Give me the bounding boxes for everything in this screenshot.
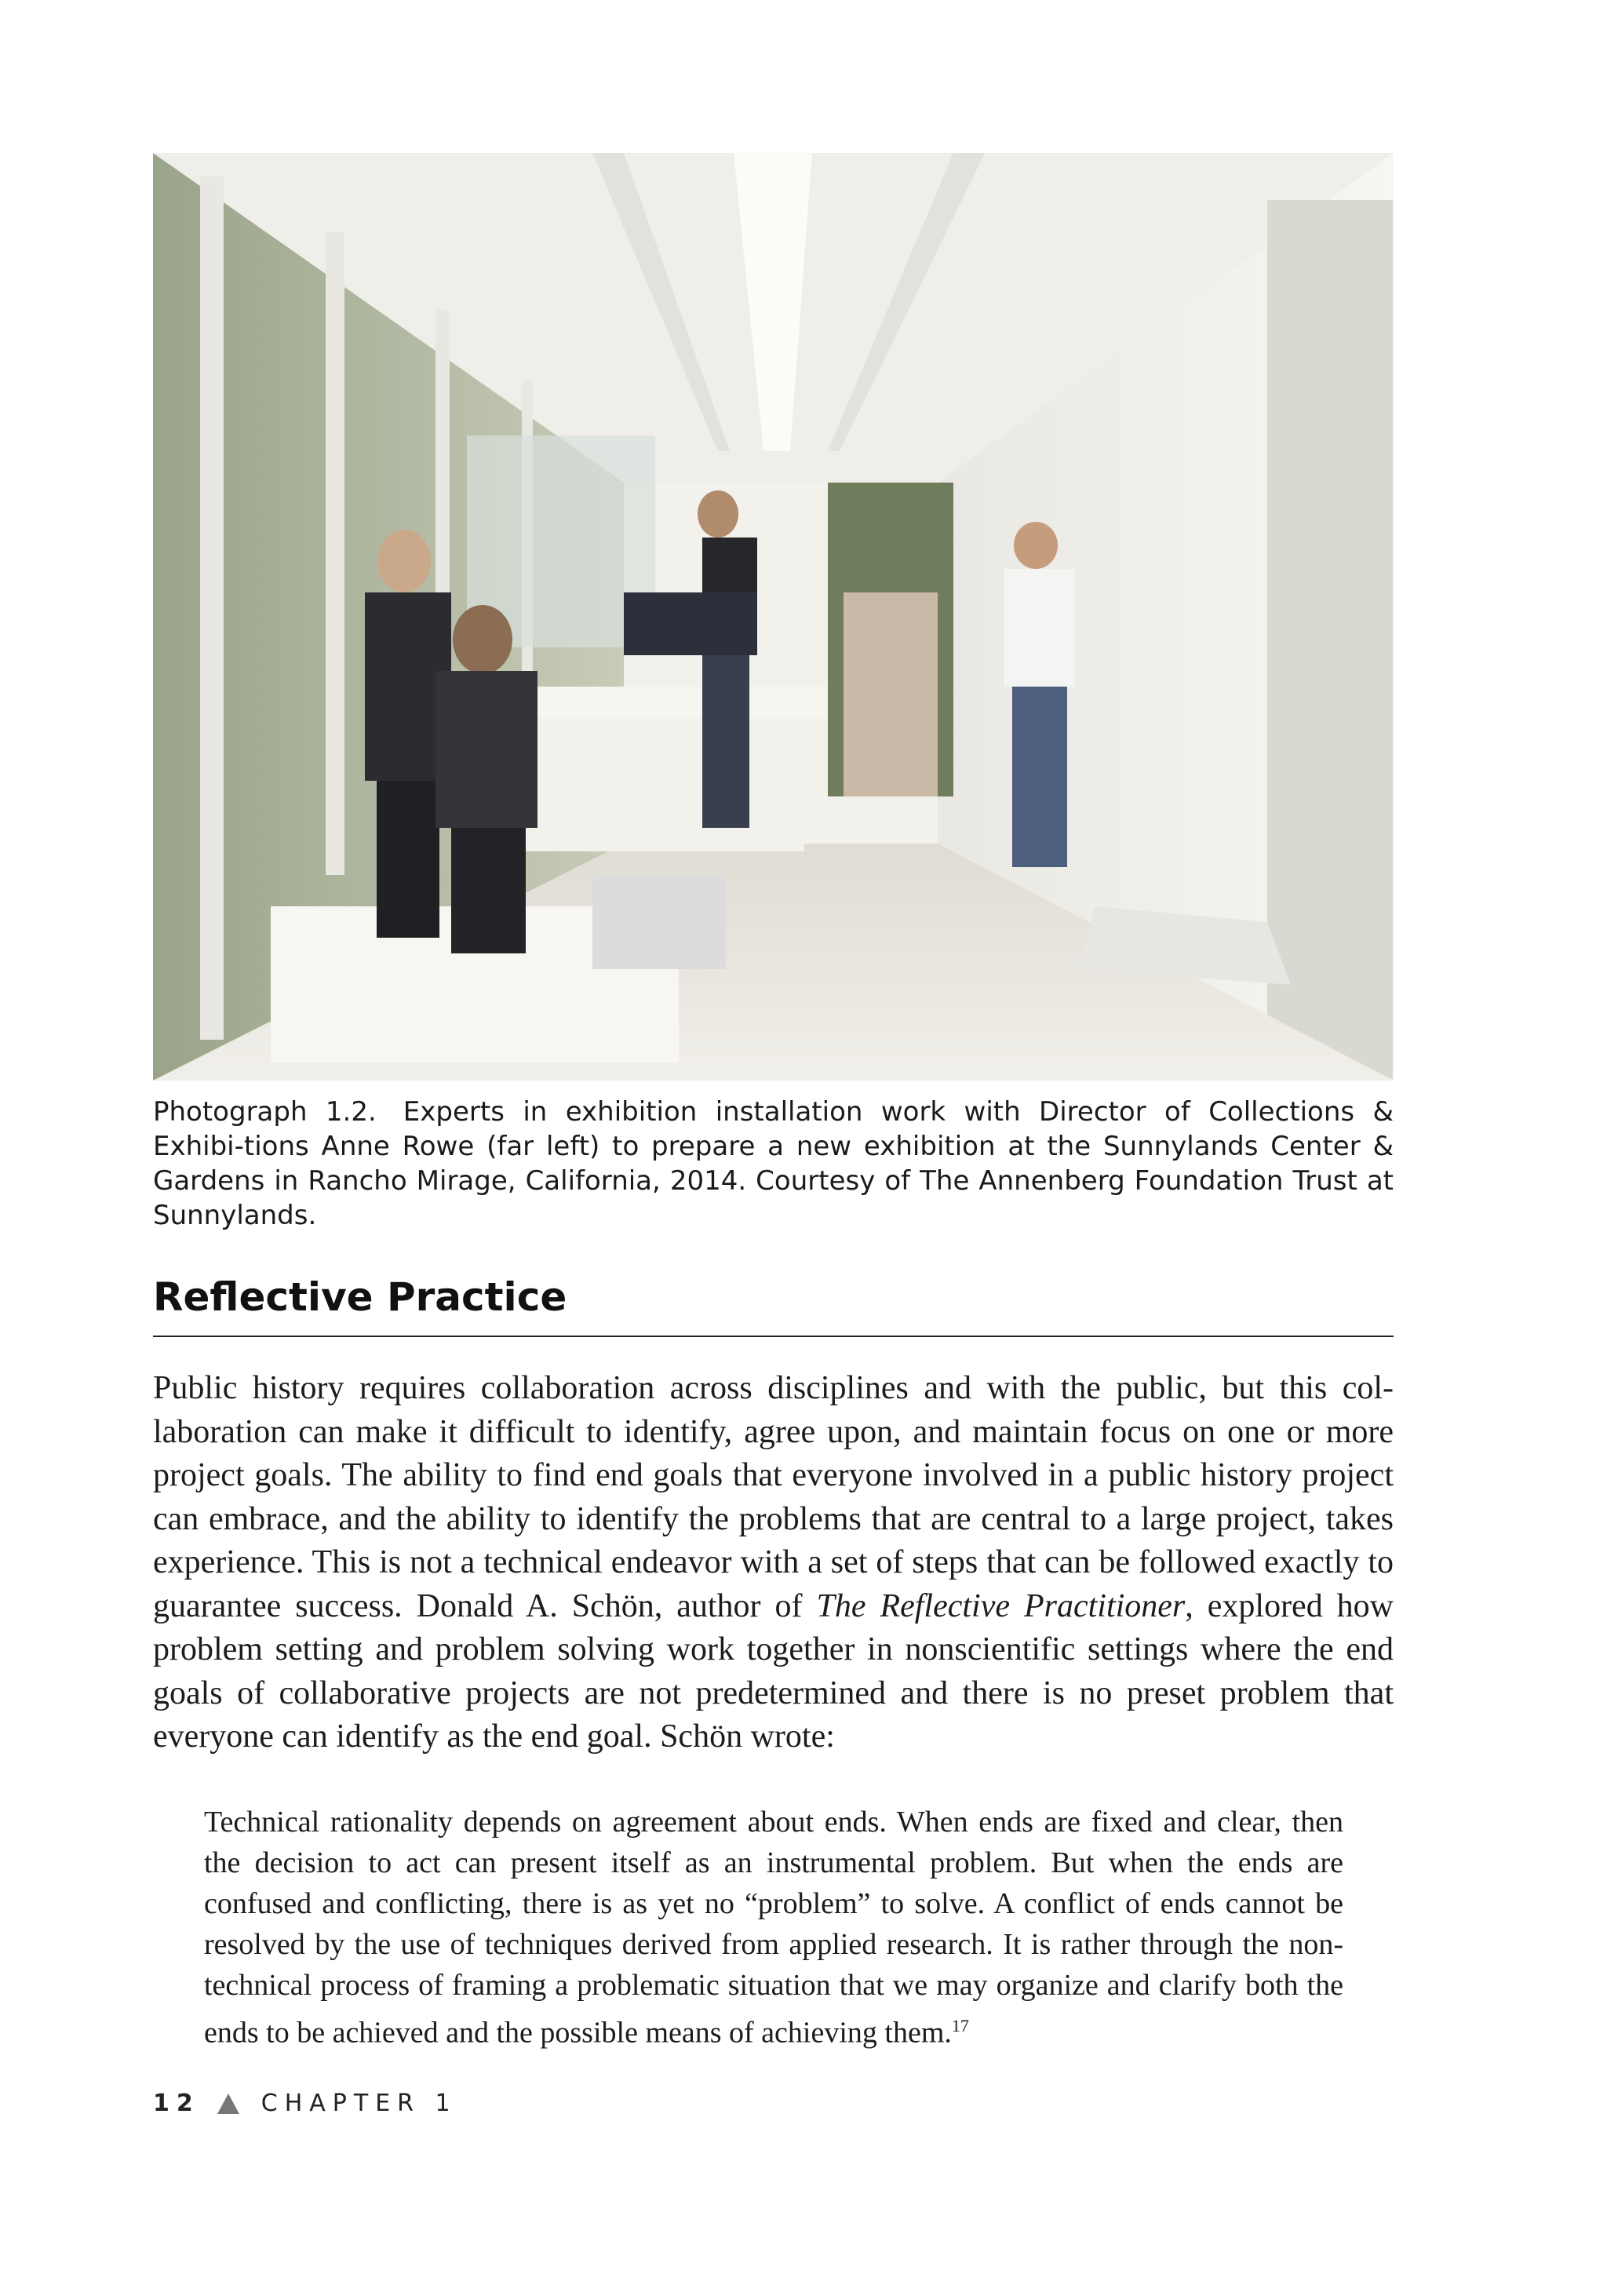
- paragraph-text-end: , explored how problem setting and problem solving work together in nonscientific settings where the end goals of collaborative projects are not predetermined and there is no preset problem that everyone can identify as the end goal. Schön wrote:: [153, 1587, 1394, 1755]
- footnote-marker: 17: [951, 2016, 969, 2035]
- quote-text: Technical rationality depends on agreement about ends. When ends are fixed and clear, then the decision to act can present itself as an instrumental problem. But when the ends are confused and conflicting, there is as yet no “problem” to solve. A conflict of ends cannot be resolved by the use of techniques derived from applied research. It is rather through the non-technical process of framing a problematic situation that we may organize and clarify both the ends to be achieved and the possible means of achieving them.: [204, 1806, 1343, 2050]
- exhibition-photograph: [153, 153, 1394, 1081]
- chapter-label: CHAPTER 1: [261, 2090, 457, 2117]
- page-number: 12: [153, 2090, 200, 2117]
- block-quote: [204, 1802, 1343, 2054]
- photograph-illustration: [153, 153, 1394, 1081]
- body-paragraph: [153, 1367, 1394, 1759]
- page-footer: [153, 2090, 457, 2117]
- photo-caption: [153, 1095, 1394, 1233]
- heading-rule: [153, 1336, 1394, 1337]
- paragraph-text-start: Public history requires collaboration across disciplines and with the public, but this col-laboration can make it difficult to identify, agree upon, and maintain focus on one or more project goals. The ability to find end goals that everyone involved in a public history project can embrace, and the ability to identify the problems that are central to a large project, takes experience. This is not a technical endeavor with a set of steps that can be followed exactly to guarantee success. Donald A. Schön, author of: [153, 1370, 1394, 1624]
- caption-text: Experts in exhibition installation work with Director of Collections & Exhibi-tions Anne Rowe (far left) to prepare a new exhibition at the Sunnylands Center & Gardens in Rancho Mirage, California, 2014. Courtesy of The Annenberg Foundation Trust at Sunnylands.: [153, 1096, 1394, 1231]
- book-title: The Reflective Practitioner: [816, 1587, 1186, 1624]
- section-heading: Reflective Practice: [153, 1274, 567, 1320]
- caption-label: Photograph 1.2.: [153, 1096, 377, 1128]
- triangle-icon: [217, 2094, 239, 2114]
